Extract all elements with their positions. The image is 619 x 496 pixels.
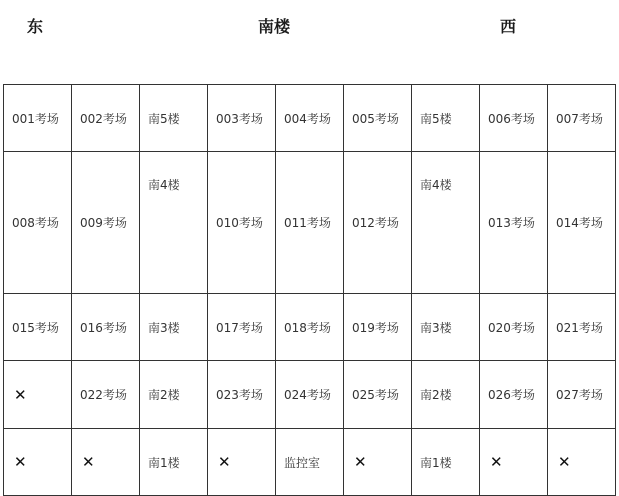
cross-icon: ✕ [558, 453, 571, 471]
table-cell: 001考场 [4, 85, 72, 152]
cross-icon: ✕ [14, 453, 27, 471]
cross-icon: ✕ [354, 453, 367, 471]
table-cell [4, 429, 72, 496]
floor-label-cell: 南4楼 [140, 152, 208, 294]
table-cell: 014考场 [548, 152, 616, 294]
floor-label-cell: 南1楼 [140, 429, 208, 496]
table-row [4, 85, 616, 152]
table-cell: 006考场 [480, 85, 548, 152]
table-cell [344, 429, 412, 496]
cross-icon: ✕ [490, 453, 503, 471]
direction-west-label: 西 [500, 17, 517, 36]
table-row [4, 429, 616, 496]
table-cell: 005考场 [344, 85, 412, 152]
table-cell: 025考场 [344, 361, 412, 429]
cross-icon: ✕ [218, 453, 231, 471]
table-cell: 002考场 [72, 85, 140, 152]
cross-icon: ✕ [82, 453, 95, 471]
table-cell: 010考场 [208, 152, 276, 294]
exam-room-layout-table [3, 84, 616, 496]
table-cell: 015考场 [4, 294, 72, 361]
table-cell: 018考场 [276, 294, 344, 361]
floor-label-cell: 南3楼 [412, 294, 480, 361]
table-row [4, 152, 616, 294]
table-cell: 019考场 [344, 294, 412, 361]
table-cell [480, 429, 548, 496]
table-cell [72, 429, 140, 496]
table-row [4, 294, 616, 361]
table-cell: 022考场 [72, 361, 140, 429]
table-cell: 026考场 [480, 361, 548, 429]
floor-label-cell: 南2楼 [412, 361, 480, 429]
floor-label-cell: 南5楼 [412, 85, 480, 152]
floor-label-cell: 南1楼 [412, 429, 480, 496]
table-cell: 007考场 [548, 85, 616, 152]
table-cell: 021考场 [548, 294, 616, 361]
cross-icon: ✕ [14, 385, 27, 404]
table-cell: 004考场 [276, 85, 344, 152]
table-cell: 027考场 [548, 361, 616, 429]
table-cell: 017考场 [208, 294, 276, 361]
floor-label-cell: 南2楼 [140, 361, 208, 429]
floor-label-cell: 南5楼 [140, 85, 208, 152]
table-cell: 011考场 [276, 152, 344, 294]
monitoring-room-cell: 监控室 [276, 429, 344, 496]
direction-east-label: 东 [27, 17, 44, 36]
table-cell: 020考场 [480, 294, 548, 361]
table-cell: 024考场 [276, 361, 344, 429]
table-row [4, 361, 616, 429]
floor-label-cell: 南4楼 [412, 152, 480, 294]
table-cell: 016考场 [72, 294, 140, 361]
table-cell: 008考场 [4, 152, 72, 294]
building-title: 南楼 [258, 17, 291, 36]
floor-label-cell: 南3楼 [140, 294, 208, 361]
table-cell [4, 361, 72, 429]
table-cell: 003考场 [208, 85, 276, 152]
table-cell: 012考场 [344, 152, 412, 294]
table-cell [208, 429, 276, 496]
table-cell: 009考场 [72, 152, 140, 294]
table-cell: 013考场 [480, 152, 548, 294]
table-cell [548, 429, 616, 496]
table-cell: 023考场 [208, 361, 276, 429]
